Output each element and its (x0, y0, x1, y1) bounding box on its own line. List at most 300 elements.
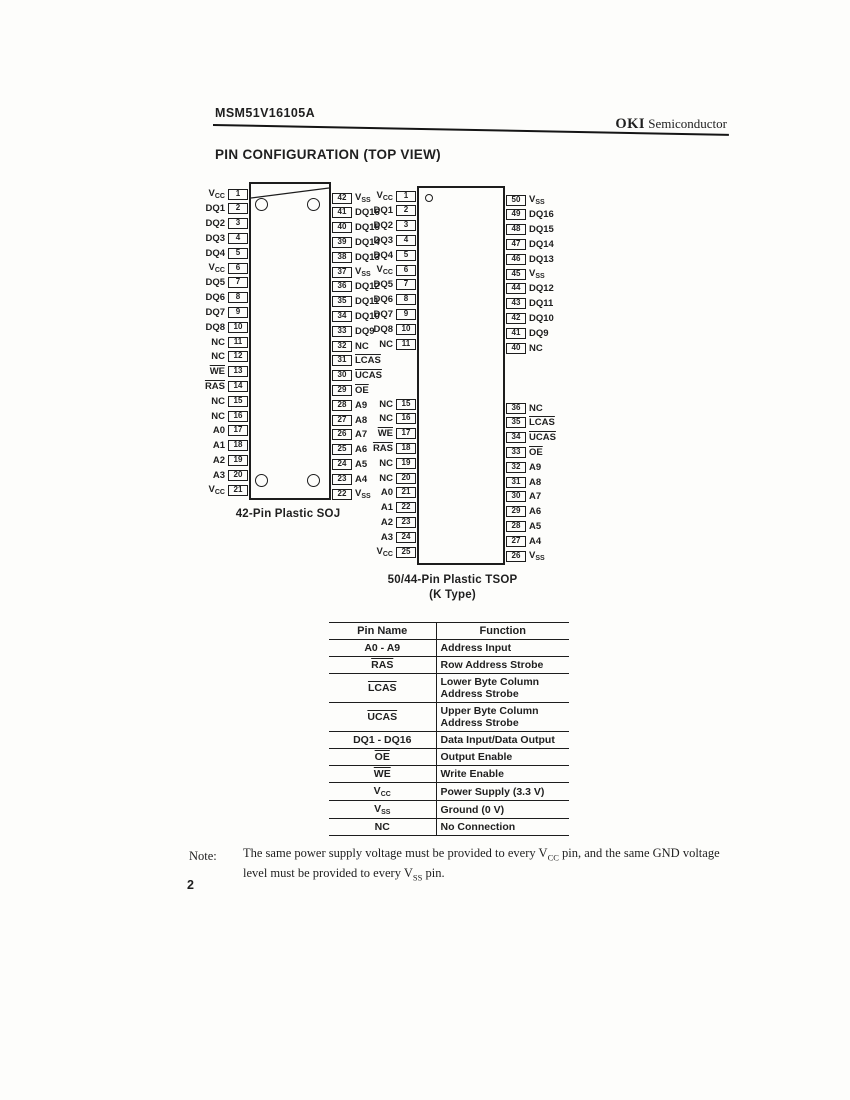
pin-number: 47 (506, 239, 526, 250)
pin-label: $\overline{WE}$ (377, 428, 393, 440)
pin-label: DQ13 (355, 251, 380, 263)
pin-label: DQ8 (373, 323, 393, 335)
pin-number: 23 (332, 474, 352, 485)
pin-label: NC (379, 398, 393, 410)
pin-number: 21 (228, 485, 248, 496)
pin-row-2 (192, 203, 248, 215)
pin-label: NC (211, 395, 225, 407)
pin-label: A2 (212, 454, 225, 466)
pin-label: DQ4 (205, 247, 225, 259)
subscript: CC (214, 489, 225, 496)
pin-label: $V_{SS}$ (355, 266, 371, 278)
pin-label: A4 (529, 535, 542, 547)
pin-table-row (329, 749, 569, 766)
pin-label: DQ4 (373, 249, 393, 261)
note-text: The same power supply voltage must be provided to every $V_{CC}$ pin, and the same GND voltage level must be provided to every $V_{SS}$ pin. (243, 846, 720, 883)
tsop-package-body (417, 186, 505, 565)
pin-row-36 (506, 402, 576, 414)
pin-label: NC (529, 342, 543, 354)
pin-number: 17 (396, 428, 416, 439)
pin-row-8 (370, 294, 416, 306)
pin-table-row (329, 801, 569, 819)
pin-row-13 (192, 366, 248, 378)
pin-row-28 (506, 520, 576, 532)
pin-number: 7 (228, 277, 248, 288)
pin-number: 25 (396, 547, 416, 558)
pin-number: 14 (228, 381, 248, 392)
pin-number: 18 (396, 443, 416, 454)
pin-row-44 (506, 283, 576, 295)
pin-label: NC (379, 457, 393, 469)
pin-number: 5 (228, 248, 248, 259)
pin-row-29 (506, 506, 576, 518)
pin-label: DQ6 (373, 294, 393, 306)
subscript: SS (535, 273, 545, 280)
pin-number: 20 (396, 473, 416, 484)
tsop-caption: 50/44-Pin Plastic TSOP (387, 574, 518, 586)
pin-label: DQ16 (355, 207, 380, 219)
pin-row-35 (506, 417, 576, 429)
brand (0, 116, 727, 133)
pin-number: 11 (228, 337, 248, 348)
pin-row-4 (370, 234, 416, 246)
function-cell: Address Input (436, 640, 569, 657)
pin-table-row (329, 732, 569, 749)
function-cell: Output Enable (436, 749, 569, 766)
pin-number: 3 (396, 220, 416, 231)
pin-label: DQ11 (529, 298, 554, 310)
part-number: MSM51V16105A (215, 106, 315, 120)
subscript: CC (214, 193, 225, 200)
pin-number: 16 (396, 413, 416, 424)
pin-row-19 (370, 457, 416, 469)
pin-label: DQ10 (355, 310, 380, 322)
pin-label: DQ10 (529, 312, 554, 324)
pin-number: 17 (228, 425, 248, 436)
pin-row-18 (370, 442, 416, 454)
pin-row-7 (192, 277, 248, 289)
pin-label: DQ14 (529, 238, 554, 250)
pin-number: 43 (506, 298, 526, 309)
pin-label: $V_{CC}$ (376, 546, 393, 558)
pin-number: 19 (228, 455, 248, 466)
pin-number: 9 (228, 307, 248, 318)
pin-label: DQ5 (373, 279, 393, 291)
pin-row-6 (192, 262, 248, 274)
pin-number: 6 (228, 263, 248, 274)
pin-label: $V_{CC}$ (208, 484, 225, 496)
pin-row-20 (370, 472, 416, 484)
pin-number: 45 (506, 269, 526, 280)
pin-number: 31 (332, 355, 352, 366)
pin-number: 24 (332, 459, 352, 470)
pin-label: $V_{SS}$ (355, 488, 371, 500)
pin-label: A5 (529, 520, 542, 532)
pin-number: 32 (506, 462, 526, 473)
pin-number: 4 (228, 233, 248, 244)
pin-row-19 (192, 454, 248, 466)
pin-table-row (329, 819, 569, 836)
subscript: CC (380, 791, 391, 798)
pin-number: 18 (228, 440, 248, 451)
pin-number: 34 (506, 432, 526, 443)
pin-number: 30 (506, 491, 526, 502)
pin-row-17 (192, 425, 248, 437)
pin-row-23 (370, 516, 416, 528)
pin-label: NC (211, 336, 225, 348)
pin-number: 27 (332, 415, 352, 426)
pin-label: DQ2 (373, 220, 393, 232)
pin-name-cell: NC (329, 819, 436, 836)
pin-label: LCAS (355, 355, 381, 367)
pin-row-48 (506, 224, 576, 236)
pin-row-27 (506, 535, 576, 547)
pin-name-cell: A0 - A9 (329, 640, 436, 657)
pin-number: 31 (506, 477, 526, 488)
pin-row-33 (506, 446, 576, 458)
tsop-package-diagram (370, 186, 655, 611)
pin-name-cell: $\overline{OE}$ (329, 749, 436, 766)
pin1-indicator-icon (425, 194, 433, 202)
pin-row-8 (192, 292, 248, 304)
pin-row-14 (192, 380, 248, 392)
pin-number: 49 (506, 209, 526, 220)
soj-package-body (249, 182, 331, 500)
table-header-pin-name: Pin Name (329, 623, 436, 640)
pin-row-11 (370, 338, 416, 350)
pin-number: 15 (228, 396, 248, 407)
pin-number: 2 (396, 205, 416, 216)
pin-label: DQ2 (205, 218, 225, 230)
pin-number: 36 (506, 403, 526, 414)
tsop-caption-type: (K Type) (429, 589, 476, 601)
pin-row-15 (192, 395, 248, 407)
pin-number: 32 (332, 341, 352, 352)
pin-label: DQ15 (355, 222, 380, 234)
table-header-row (329, 623, 569, 640)
pin-row-12 (192, 351, 248, 363)
pin-label: DQ7 (373, 308, 393, 320)
pin-number: 6 (396, 265, 416, 276)
pin-label: $V_{CC}$ (208, 262, 225, 274)
pin-label: A9 (355, 399, 368, 411)
function-cell: Power Supply (3.3 V) (436, 783, 569, 801)
pin-number: 2 (228, 203, 248, 214)
pin-row-40 (506, 342, 576, 354)
pin-row-1 (192, 188, 248, 200)
pin-label: A6 (355, 444, 368, 456)
pin-table-row (329, 703, 569, 732)
pin-row-3 (370, 220, 416, 232)
pin-row-10 (192, 321, 248, 333)
pin-number: 36 (332, 281, 352, 292)
pin-name-cell: $\overline{WE}$ (329, 766, 436, 783)
pin-number: 42 (506, 313, 526, 324)
subscript: CC (382, 195, 393, 202)
pin-label: DQ16 (529, 209, 554, 221)
pin-row-50 (506, 194, 576, 206)
pin-number: 23 (396, 517, 416, 528)
pin-label: LCAS (529, 417, 555, 429)
pin-row-18 (192, 440, 248, 452)
pin-label: DQ13 (529, 253, 554, 265)
pin-row-16 (370, 413, 416, 425)
pin-label: DQ14 (355, 236, 380, 248)
pin-label: NC (379, 338, 393, 350)
pin-number: 5 (396, 250, 416, 261)
pin-row-11 (192, 336, 248, 348)
pin-number: 7 (396, 279, 416, 290)
pin-label: $\overline{RAS}$ (204, 380, 225, 392)
pin-label: NC (379, 472, 393, 484)
pin-function-table (329, 622, 569, 836)
pin-row-20 (192, 469, 248, 481)
pin-label: $\overline{RAS}$ (372, 442, 393, 454)
pin-number: 9 (396, 309, 416, 320)
pin-label: DQ5 (205, 277, 225, 289)
pin-row-45 (506, 268, 576, 280)
pin-row-7 (370, 279, 416, 291)
pin-label: DQ9 (529, 327, 549, 339)
pin-label: DQ1 (373, 205, 393, 217)
oki-logo: OKI (615, 116, 646, 132)
pin-number: 24 (396, 532, 416, 543)
pin-number: 29 (506, 506, 526, 517)
pin-row-34 (506, 432, 576, 444)
pin-label: $V_{SS}$ (529, 268, 545, 280)
pin-label: A7 (529, 491, 542, 503)
pin-label: UCAS (355, 370, 382, 382)
pin-number: 46 (506, 254, 526, 265)
pin-row-26 (506, 550, 576, 562)
function-cell: Lower Byte Column Address Strobe (436, 674, 569, 703)
pin-number: 11 (396, 339, 416, 350)
pin-label: NC (211, 410, 225, 422)
pin-row-25 (370, 546, 416, 558)
pin-row-16 (192, 410, 248, 422)
pin-table-row (329, 766, 569, 783)
function-cell: Upper Byte Column Address Strobe (436, 703, 569, 732)
pin-row-30 (506, 491, 576, 503)
mounting-hole-icon (255, 474, 268, 487)
pin-number: 8 (228, 292, 248, 303)
pin-number: 22 (396, 502, 416, 513)
pin-label: $V_{SS}$ (529, 194, 545, 206)
pin-number: 39 (332, 237, 352, 248)
pin-name-cell: $\overline{RAS}$ (329, 657, 436, 674)
pin-label: DQ15 (529, 224, 554, 236)
mounting-hole-icon (307, 198, 320, 211)
pin-label: A8 (355, 414, 368, 426)
pin-label: A3 (212, 469, 225, 481)
pin-number: 30 (332, 370, 352, 381)
pin-label: A0 (380, 487, 393, 499)
pin-number: 12 (228, 351, 248, 362)
pin-label: $V_{SS}$ (529, 550, 545, 562)
page-title: PIN CONFIGURATION (TOP VIEW) (215, 147, 441, 162)
pin-row-17 (370, 428, 416, 440)
pin-number: 40 (332, 222, 352, 233)
pin-number: 37 (332, 267, 352, 278)
pin-row-22 (370, 502, 416, 514)
pin-number: 41 (506, 328, 526, 339)
pin-number: 10 (396, 324, 416, 335)
pin-label: DQ3 (373, 234, 393, 246)
pin-row-43 (506, 298, 576, 310)
pin-label: $\overline{OE}$ (529, 446, 543, 458)
pin-name-cell: LCAS (329, 674, 436, 703)
pin-number: 10 (228, 322, 248, 333)
pin-row-1 (370, 190, 416, 202)
pin-row-47 (506, 238, 576, 250)
pin-number: 33 (506, 447, 526, 458)
pin-label: NC (529, 402, 543, 414)
pin-number: 28 (332, 400, 352, 411)
page-number: 2 (187, 878, 194, 892)
pin-number: 22 (332, 489, 352, 500)
subscript: SS (361, 493, 371, 500)
pin-row-4 (192, 232, 248, 244)
pin-number: 1 (396, 191, 416, 202)
subscript: CC (214, 267, 225, 274)
subscript: CC (382, 269, 393, 276)
pin-number: 26 (506, 551, 526, 562)
function-cell: No Connection (436, 819, 569, 836)
pin-number: 26 (332, 429, 352, 440)
pin-number: 19 (396, 458, 416, 469)
pin-label: A1 (212, 440, 225, 452)
pin-label: DQ6 (205, 292, 225, 304)
pin-row-3 (192, 218, 248, 230)
pin-name-cell: UCAS (329, 703, 436, 732)
pin-label: $\overline{OE}$ (355, 384, 369, 396)
subscript: SS (381, 809, 391, 816)
pin-row-6 (370, 264, 416, 276)
pin-number: 21 (396, 487, 416, 498)
pin-label: A1 (380, 502, 393, 514)
table-header-function: Function (436, 623, 569, 640)
pin-table-body (329, 640, 569, 836)
pin-number: 8 (396, 294, 416, 305)
pin-number: 34 (332, 311, 352, 322)
subscript: SS (535, 555, 545, 562)
pin-table-row (329, 783, 569, 801)
soj-caption: 42-Pin Plastic SOJ (235, 508, 341, 520)
pin-row-9 (370, 308, 416, 320)
function-cell: Ground (0 V) (436, 801, 569, 819)
pin-name-cell: VSS (329, 801, 436, 819)
pin-number: 15 (396, 399, 416, 410)
pin-table-row (329, 674, 569, 703)
pin-label: $\overline{WE}$ (209, 366, 225, 378)
pin-number: 4 (396, 235, 416, 246)
pin-label: DQ1 (205, 203, 225, 215)
pin-number: 20 (228, 470, 248, 481)
pin-label: DQ11 (355, 296, 380, 308)
pin-number: 29 (332, 385, 352, 396)
pin-label: DQ9 (355, 325, 375, 337)
pin-label: A5 (355, 458, 368, 470)
pin-row-21 (192, 484, 248, 496)
pin-label: $V_{CC}$ (208, 188, 225, 200)
pin-label: A0 (212, 425, 225, 437)
pin-number: 28 (506, 521, 526, 532)
pin-label: A6 (529, 506, 542, 518)
pin-number: 42 (332, 193, 352, 204)
pin-label: $V_{SS}$ (355, 192, 371, 204)
pin-row-21 (370, 487, 416, 499)
pin-row-9 (192, 306, 248, 318)
pin-row-31 (506, 476, 576, 488)
pin-label: A8 (529, 476, 542, 488)
pin-label: A7 (355, 429, 368, 441)
pin-number: 38 (332, 252, 352, 263)
function-cell: Data Input/Data Output (436, 732, 569, 749)
pin-label: A4 (355, 473, 368, 485)
subscript: SS (361, 197, 371, 204)
note-label: Note: (189, 849, 217, 863)
pin-number: 35 (506, 417, 526, 428)
pin-row-15 (370, 398, 416, 410)
pin-row-46 (506, 253, 576, 265)
pin-label: A2 (380, 516, 393, 528)
pin-label: A9 (529, 461, 542, 473)
pin-label: DQ12 (355, 281, 380, 293)
pin-row-5 (192, 247, 248, 259)
pin-number: 13 (228, 366, 248, 377)
pin-number: 1 (228, 189, 248, 200)
pin-label: DQ8 (205, 321, 225, 333)
pin-row-32 (506, 461, 576, 473)
pin-label: DQ7 (205, 306, 225, 318)
brand-suffix: Semiconductor (648, 116, 727, 131)
pin-row-5 (370, 249, 416, 261)
pin-number: 41 (332, 207, 352, 218)
subscript: SS (535, 199, 545, 206)
pin-row-41 (506, 327, 576, 339)
function-cell: Row Address Strobe (436, 657, 569, 674)
pin-label: DQ3 (205, 232, 225, 244)
pin-label: NC (211, 351, 225, 363)
pin-row-2 (370, 205, 416, 217)
pin-number: 40 (506, 343, 526, 354)
subscript: SS (361, 271, 371, 278)
pin-row-42 (506, 312, 576, 324)
pin-number: 3 (228, 218, 248, 229)
pin-number: 44 (506, 283, 526, 294)
pin-label: UCAS (529, 432, 556, 444)
pin-label: NC (355, 340, 369, 352)
pin-label: $V_{CC}$ (376, 264, 393, 276)
pin-table-row (329, 657, 569, 674)
pin-number: 33 (332, 326, 352, 337)
pin-row-24 (370, 531, 416, 543)
pin-name-cell: DQ1 - DQ16 (329, 732, 436, 749)
pin-label: A3 (380, 531, 393, 543)
mounting-hole-icon (255, 198, 268, 211)
pin-label: $V_{CC}$ (376, 190, 393, 202)
pin-number: 35 (332, 296, 352, 307)
function-cell: Write Enable (436, 766, 569, 783)
pin-number: 48 (506, 224, 526, 235)
pin-number: 16 (228, 411, 248, 422)
pin-row-49 (506, 209, 576, 221)
subscript: CC (382, 551, 393, 558)
pin-number: 50 (506, 195, 526, 206)
pin-label: NC (379, 413, 393, 425)
mounting-hole-icon (307, 474, 320, 487)
pin-number: 27 (506, 536, 526, 547)
